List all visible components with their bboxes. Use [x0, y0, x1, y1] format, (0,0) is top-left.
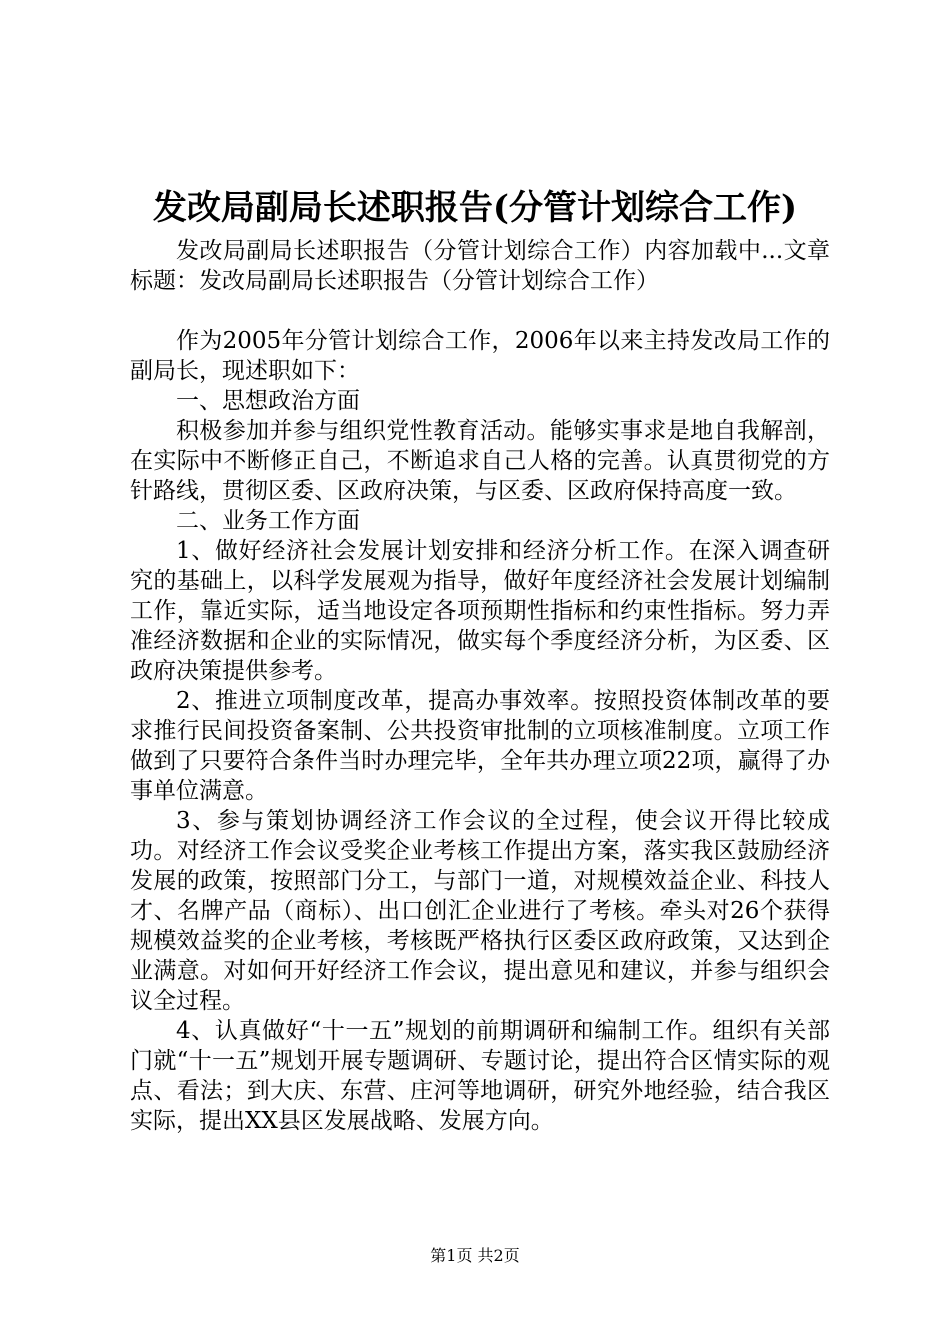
body-paragraph: 积极参加并参与组织党性教育活动。能够实事求是地自我解剖，在实际中不断修正自己，不断追求自己人格的完善。认真贯彻党的方针路线，贯彻区委、区政府决策，与区委、区政府保持高度一致。	[130, 418, 830, 504]
body-paragraph: 1、做好经济社会发展计划安排和经济分析工作。在深入调查研究的基础上，以科学发展观为指导，做好年度经济社会发展计划编制工作，靠近实际，适当地设定各项预期性指标和约束性指标。努力弄准经济数据和企业的实际情况，做实每个季度经济分析，为区委、区政府决策提供参考。	[130, 538, 830, 684]
body-paragraph: 作为2005年分管计划综合工作，2006年以来主持发改局工作的副局长，现述职如下：	[130, 328, 830, 384]
document-title: 发改局副局长述职报告(分管计划综合工作)	[152, 188, 798, 228]
intro-paragraph: 发改局副局长述职报告（分管计划综合工作）内容加载中...文章标题：发改局副局长述职报告（分管计划综合工作）	[130, 238, 830, 294]
section-heading-politics: 一、思想政治方面	[176, 388, 360, 414]
section-heading-business: 二、业务工作方面	[176, 508, 360, 534]
body-paragraph: 3、参与策划协调经济工作会议的全过程，使会议开得比较成功。对经济工作会议受奖企业考核工作提出方案，落实我区鼓励经济发展的政策，按照部门分工，与部门一道，对规模效益企业、科技人才、名牌产品（商标）、出口创汇企业进行了考核。牵头对26个获得规模效益奖的企业考核，考核既严格执行区委区政府政策，又达到企业满意。对如何开好经济工作会议，提出意见和建议，并参与组织会议全过程。	[130, 808, 830, 1014]
page-number: 第1页 共2页	[430, 1246, 520, 1265]
document-body	[130, 236, 830, 1136]
body-paragraph: 2、推进立项制度改革，提高办事效率。按照投资体制改革的要求推行民间投资备案制、公共投资审批制的立项核准制度。立项工作做到了只要符合条件当时办理完毕，全年共办理立项22项，赢得了办事单位满意。	[130, 688, 830, 804]
body-paragraph: 4、认真做好“十一五”规划的前期调研和编制工作。组织有关部门就“十一五”规划开展专题调研、专题讨论，提出符合区情实际的观点、看法；到大庆、东营、庄河等地调研，研究外地经验，结合我区实际，提出XX县区发展战略、发展方向。	[130, 1018, 830, 1134]
